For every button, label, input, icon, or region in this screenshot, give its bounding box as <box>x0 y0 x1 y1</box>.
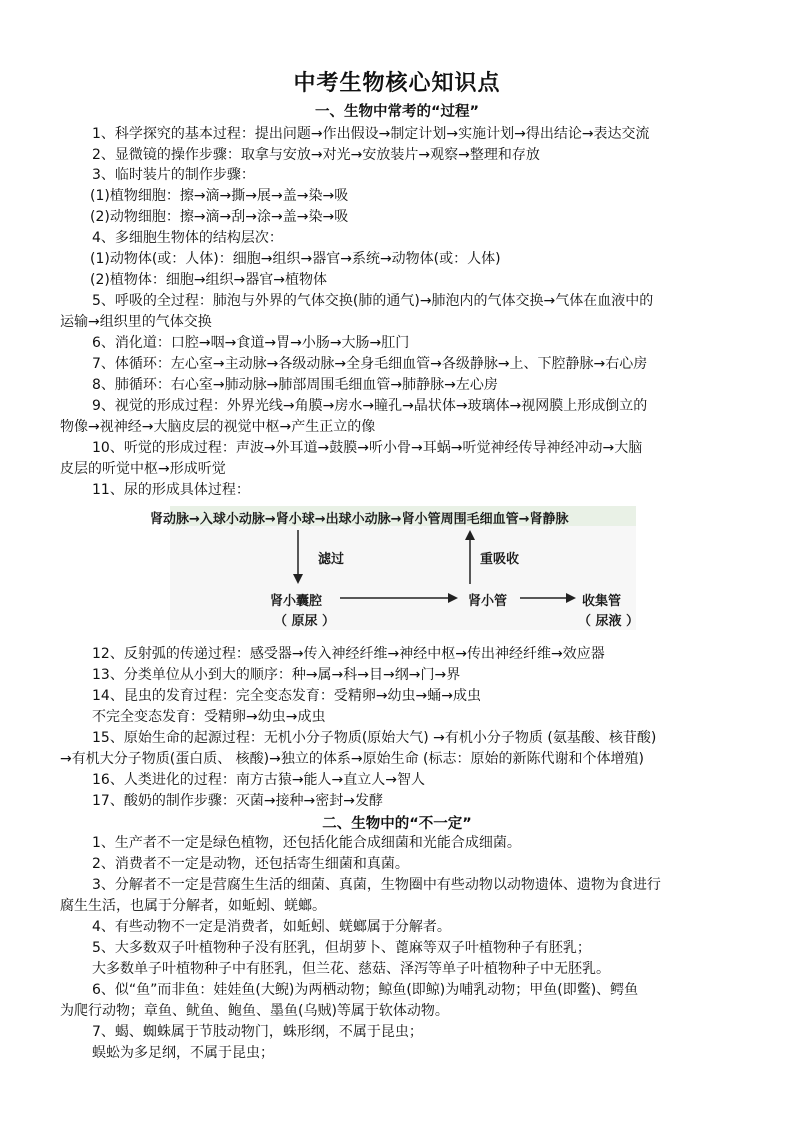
text-line: 17、酸奶的制作步骤：灭菌→接种→密封→发酵 <box>92 793 384 809</box>
text-line: (1)动物体(或：人体)：细胞→组织→器官→系统→动物体(或：人体) <box>90 251 501 267</box>
text-line: 13、分类单位从小到大的顺序：种→属→科→目→纲→门→界 <box>92 667 461 683</box>
text-line: 4、多细胞生物体的结构层次： <box>92 230 283 246</box>
section-heading-process: 一、生物中常考的“过程” <box>314 104 480 120</box>
text-line: 腐生生活，也属于分解者，如蚯蚓、蜣螂。 <box>60 898 326 914</box>
section-heading-not-necessarily: 二、生物中的“不一定” <box>322 816 472 832</box>
diagram-top-row: 肾动脉→入球小动脉→肾小球→出球小动脉→肾小管周围毛细血管→肾静脉 <box>150 512 569 527</box>
text-line: 16、人类进化的过程：南方古猿→能人→直立人→智人 <box>92 772 426 788</box>
urine-formation-diagram <box>150 506 640 630</box>
text-line: 1、科学探究的基本过程：提出问题→作出假设→制定计划→实施计划→得出结论→表达交流 <box>92 126 650 142</box>
text-line: 3、临时装片的制作步骤： <box>92 167 255 183</box>
text-line: 8、肺循环：右心室→肺动脉→肺部周围毛细血管→肺静脉→左心房 <box>92 377 498 393</box>
text-line: 不完全变态发育：受精卵→幼虫→成虫 <box>92 709 326 725</box>
text-line: 4、有些动物不一定是消费者，如蚯蚓、蜣螂属于分解者。 <box>92 919 451 935</box>
text-line: 3、分解者不一定是营腐生生活的细菌、真菌，生物圈中有些动物以动物遗体、遗物为食进行 <box>92 877 661 893</box>
diagram-node-duct: 收集管 <box>582 594 622 609</box>
text-line: 物像→视神经→大脑皮层的视觉中枢→产生正立的像 <box>60 419 376 435</box>
text-line: 14、昆虫的发育过程：完全变态发育：受精卵→幼虫→蛹→成虫 <box>92 688 482 704</box>
text-line: (2)植物体：细胞→组织→器官→植物体 <box>90 272 328 288</box>
text-line: 12、反射弧的传递过程：感受器→传入神经纤维→神经中枢→传出神经纤维→效应器 <box>92 646 605 662</box>
text-line: 2、消费者不一定是动物，还包括寄生细菌和真菌。 <box>92 856 409 872</box>
text-line: 6、消化道：口腔→咽→食道→胃→小肠→大肠→肛门 <box>92 335 410 351</box>
text-line: 运输→组织里的气体交换 <box>60 314 212 330</box>
text-line: 7、蝎、蜘蛛属于节肢动物门，蛛形纲，不属于昆虫； <box>92 1024 423 1040</box>
text-line: 1、生产者不一定是绿色植物，还包括化能合成细菌和光能合成细菌。 <box>92 835 521 851</box>
diagram-node-capsule: 肾小囊腔 <box>270 594 323 609</box>
text-line: 11、尿的形成具体过程： <box>92 482 250 498</box>
text-line: 6、似“鱼”而非鱼：娃娃鱼(大鲵)为两栖动物；鲸鱼(即鲸)为哺乳动物；甲鱼(即鳖)、鳄鱼 <box>92 982 639 998</box>
text-line: 为爬行动物；章鱼、鱿鱼、鲍鱼、墨鱼(乌贼)等属于软体动物。 <box>60 1003 449 1019</box>
text-line: 10、听觉的形成过程：声波→外耳道→鼓膜→听小骨→耳蜗→听觉神经传导神经冲动→大脑 <box>92 440 643 456</box>
text-line: (1)植物细胞：擦→滴→撕→展→盖→染→吸 <box>90 188 349 204</box>
diagram-label-reabsorb: 重吸收 <box>480 552 520 567</box>
text-line: (2)动物细胞：擦→滴→刮→涂→盖→染→吸 <box>90 209 349 225</box>
text-line: 15、原始生命的起源过程：无机小分子物质(原始大气) →有机小分子物质 (氨基酸、核苷酸) <box>92 730 657 746</box>
text-line: 7、体循环：左心室→主动脉→各级动脉→全身毛细血管→各级静脉→上、下腔静脉→右心房 <box>92 356 648 372</box>
text-line: 2、显微镜的操作步骤：取拿与安放→对光→安放装片→观察→整理和存放 <box>92 147 540 163</box>
diagram-node-primary-urine: （ 原尿 ） <box>274 614 336 629</box>
text-line: 9、视觉的形成过程：外界光线→角膜→房水→瞳孔→晶状体→玻璃体→视网膜上形成倒立的 <box>92 398 648 414</box>
text-line: 蜈蚣为多足纲，不属于昆虫； <box>92 1045 274 1061</box>
text-line: 5、呼吸的全过程：肺泡与外界的气体交换(肺的通气)→肺泡内的气体交换→气体在血液中的 <box>92 293 654 309</box>
text-line: 大多数单子叶植物种子中有胚乳，但兰花、慈菇、泽泻等单子叶植物种子中无胚乳。 <box>92 961 610 977</box>
text-line: 皮层的听觉中枢→形成听觉 <box>60 461 226 477</box>
diagram-node-tubule: 肾小管 <box>468 594 508 609</box>
diagram-label-filter: 滤过 <box>318 552 345 567</box>
diagram-node-urine: （ 尿液 ） <box>578 614 640 629</box>
diagram-arrows <box>170 506 636 630</box>
text-line: →有机大分子物质(蛋白质、 核酸)→独立的体系→原始生命 (标志：原始的新陈代谢和个体增殖) <box>60 751 644 767</box>
page-title: 中考生物核心知识点 <box>293 71 501 96</box>
text-line: 5、大多数双子叶植物种子没有胚乳，但胡萝卜、蓖麻等双子叶植物种子有胚乳； <box>92 940 591 956</box>
